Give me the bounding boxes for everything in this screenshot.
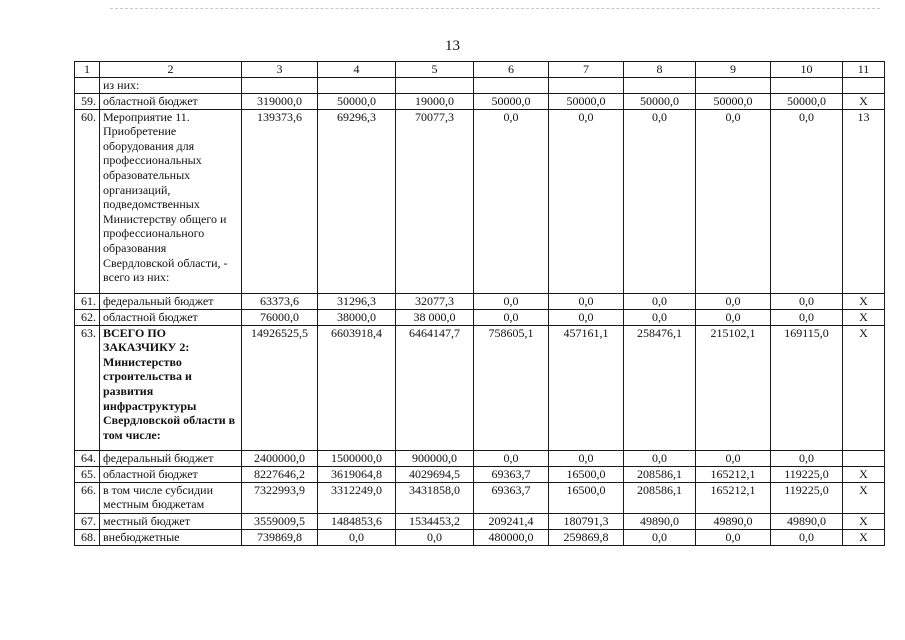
value-cell: 50000,0 xyxy=(549,93,624,109)
header-row xyxy=(75,62,885,78)
header-cell-11: 11 xyxy=(843,62,885,78)
value-cell: 49890,0 xyxy=(696,513,771,529)
value-cell: 3431858,0 xyxy=(396,482,474,513)
row-number: 60. xyxy=(75,109,100,293)
header-cell-8: 8 xyxy=(624,62,696,78)
row-number: 61. xyxy=(75,293,100,309)
value-cell: 69296,3 xyxy=(318,109,396,293)
value-cell: 50000,0 xyxy=(771,93,843,109)
row-number: 65. xyxy=(75,466,100,482)
value-cell: 0,0 xyxy=(624,309,696,325)
value-cell: 0,0 xyxy=(624,109,696,293)
value-cell: 0,0 xyxy=(624,529,696,545)
value-cell: 758605,1 xyxy=(474,325,549,450)
value-cell: 119225,0 xyxy=(771,466,843,482)
last-cell: X xyxy=(843,309,885,325)
header-cell-5: 5 xyxy=(396,62,474,78)
row-number: 64. xyxy=(75,450,100,466)
last-cell: X xyxy=(843,482,885,513)
value-cell: 7322993,9 xyxy=(242,482,318,513)
value-cell: 119225,0 xyxy=(771,482,843,513)
last-cell xyxy=(843,78,885,94)
value-cell: 319000,0 xyxy=(242,93,318,109)
row-number: 63. xyxy=(75,325,100,450)
value-cell: 76000,0 xyxy=(242,309,318,325)
value-cell: 0,0 xyxy=(474,109,549,293)
value-cell: 258476,1 xyxy=(624,325,696,450)
table-row xyxy=(75,309,885,325)
value-cell xyxy=(242,78,318,94)
value-cell: 0,0 xyxy=(771,529,843,545)
value-cell: 208586,1 xyxy=(624,482,696,513)
value-cell: 50000,0 xyxy=(474,93,549,109)
last-cell: X xyxy=(843,325,885,450)
value-cell: 32077,3 xyxy=(396,293,474,309)
value-cell: 165212,1 xyxy=(696,466,771,482)
row-number: 67. xyxy=(75,513,100,529)
value-cell: 16500,0 xyxy=(549,482,624,513)
row-label: областной бюджет xyxy=(100,466,242,482)
table-row xyxy=(75,450,885,466)
value-cell: 16500,0 xyxy=(549,466,624,482)
value-cell: 69363,7 xyxy=(474,466,549,482)
value-cell: 0,0 xyxy=(474,293,549,309)
value-cell xyxy=(696,78,771,94)
value-cell xyxy=(396,78,474,94)
value-cell: 165212,1 xyxy=(696,482,771,513)
table-row xyxy=(75,109,885,293)
value-cell xyxy=(771,78,843,94)
header-cell-3: 3 xyxy=(242,62,318,78)
value-cell: 0,0 xyxy=(474,309,549,325)
value-cell: 0,0 xyxy=(771,109,843,293)
row-label: областной бюджет xyxy=(100,93,242,109)
row-label: федеральный бюджет xyxy=(100,450,242,466)
value-cell: 0,0 xyxy=(318,529,396,545)
row-number: 66. xyxy=(75,482,100,513)
value-cell: 0,0 xyxy=(771,450,843,466)
table-row xyxy=(75,78,885,94)
value-cell: 6603918,4 xyxy=(318,325,396,450)
value-cell: 50000,0 xyxy=(318,93,396,109)
value-cell: 38000,0 xyxy=(318,309,396,325)
row-number: 68. xyxy=(75,529,100,545)
value-cell: 1484853,6 xyxy=(318,513,396,529)
value-cell: 215102,1 xyxy=(696,325,771,450)
value-cell: 0,0 xyxy=(696,309,771,325)
last-cell: X xyxy=(843,466,885,482)
header-cell-1: 1 xyxy=(75,62,100,78)
value-cell: 0,0 xyxy=(549,109,624,293)
last-cell: 13 xyxy=(843,109,885,293)
value-cell: 457161,1 xyxy=(549,325,624,450)
value-cell: 70077,3 xyxy=(396,109,474,293)
value-cell: 0,0 xyxy=(549,293,624,309)
last-cell: X xyxy=(843,513,885,529)
value-cell xyxy=(474,78,549,94)
budget-table xyxy=(74,61,885,546)
value-cell: 38 000,0 xyxy=(396,309,474,325)
table-row xyxy=(75,293,885,309)
row-label: из них: xyxy=(100,78,242,94)
row-label: внебюджетные xyxy=(100,529,242,545)
value-cell: 14926525,5 xyxy=(242,325,318,450)
row-number: 62. xyxy=(75,309,100,325)
value-cell: 0,0 xyxy=(396,529,474,545)
value-cell: 0,0 xyxy=(549,309,624,325)
value-cell: 6464147,7 xyxy=(396,325,474,450)
value-cell: 0,0 xyxy=(696,293,771,309)
table-row xyxy=(75,466,885,482)
value-cell: 209241,4 xyxy=(474,513,549,529)
value-cell: 0,0 xyxy=(474,450,549,466)
table-row xyxy=(75,513,885,529)
row-label: федеральный бюджет xyxy=(100,293,242,309)
row-label: областной бюджет xyxy=(100,309,242,325)
value-cell: 49890,0 xyxy=(771,513,843,529)
value-cell: 63373,6 xyxy=(242,293,318,309)
value-cell: 50000,0 xyxy=(624,93,696,109)
table-row xyxy=(75,529,885,545)
value-cell: 0,0 xyxy=(771,309,843,325)
value-cell: 0,0 xyxy=(771,293,843,309)
header-cell-9: 9 xyxy=(696,62,771,78)
value-cell: 1500000,0 xyxy=(318,450,396,466)
value-cell: 31296,3 xyxy=(318,293,396,309)
value-cell: 739869,8 xyxy=(242,529,318,545)
value-cell: 49890,0 xyxy=(624,513,696,529)
value-cell: 259869,8 xyxy=(549,529,624,545)
row-number: 59. xyxy=(75,93,100,109)
last-cell: X xyxy=(843,529,885,545)
header-cell-4: 4 xyxy=(318,62,396,78)
value-cell: 208586,1 xyxy=(624,466,696,482)
value-cell: 139373,6 xyxy=(242,109,318,293)
last-cell xyxy=(843,450,885,466)
header-cell-10: 10 xyxy=(771,62,843,78)
row-number xyxy=(75,78,100,94)
row-label: Мероприятие 11. Приобретение оборудования для профессиональных образовательных организаций, подведомственных Министерству общего и профессионального образования Свердловской области, - всего из них: xyxy=(100,109,242,293)
value-cell: 3619064,8 xyxy=(318,466,396,482)
table-row xyxy=(75,93,885,109)
value-cell xyxy=(624,78,696,94)
value-cell: 0,0 xyxy=(624,293,696,309)
row-label: в том числе субсидии местным бюджетам xyxy=(100,482,242,513)
header-cell-6: 6 xyxy=(474,62,549,78)
page-number: 13 xyxy=(445,38,460,54)
value-cell: 4029694,5 xyxy=(396,466,474,482)
row-label: ВСЕГО ПО ЗАКАЗЧИКУ 2: Министерство строительства и развития инфраструктуры Свердловской области в том числе: xyxy=(100,325,242,450)
value-cell: 0,0 xyxy=(624,450,696,466)
header-cell-7: 7 xyxy=(549,62,624,78)
value-cell: 3312249,0 xyxy=(318,482,396,513)
value-cell: 8227646,2 xyxy=(242,466,318,482)
value-cell: 0,0 xyxy=(549,450,624,466)
value-cell: 0,0 xyxy=(696,450,771,466)
table-row xyxy=(75,482,885,513)
last-cell: X xyxy=(843,93,885,109)
top-scan-rule xyxy=(110,8,880,9)
value-cell: 180791,3 xyxy=(549,513,624,529)
value-cell: 0,0 xyxy=(696,529,771,545)
value-cell: 2400000,0 xyxy=(242,450,318,466)
header-cell-2: 2 xyxy=(100,62,242,78)
table-row xyxy=(75,325,885,450)
value-cell: 0,0 xyxy=(696,109,771,293)
value-cell xyxy=(549,78,624,94)
value-cell xyxy=(318,78,396,94)
value-cell: 3559009,5 xyxy=(242,513,318,529)
value-cell: 50000,0 xyxy=(696,93,771,109)
value-cell: 69363,7 xyxy=(474,482,549,513)
value-cell: 19000,0 xyxy=(396,93,474,109)
value-cell: 1534453,2 xyxy=(396,513,474,529)
last-cell: X xyxy=(843,293,885,309)
row-label: местный бюджет xyxy=(100,513,242,529)
value-cell: 169115,0 xyxy=(771,325,843,450)
value-cell: 900000,0 xyxy=(396,450,474,466)
value-cell: 480000,0 xyxy=(474,529,549,545)
